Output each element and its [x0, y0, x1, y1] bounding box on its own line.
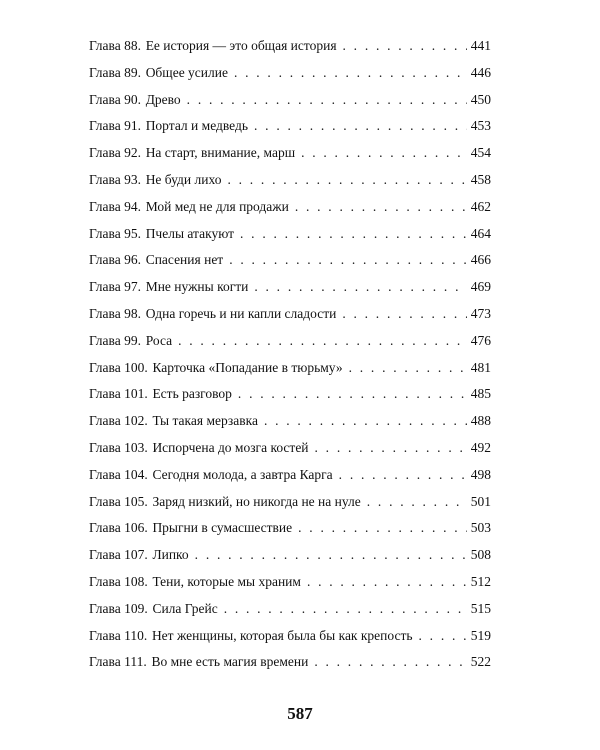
chapter-number: Глава 111. [89, 654, 147, 670]
toc-entry-label [89, 546, 189, 564]
chapter-number: Глава 92. [89, 145, 141, 161]
page-number: 462 [470, 198, 491, 214]
chapter-title: Ты такая мерзавка [152, 413, 258, 429]
dot-leader [264, 412, 467, 430]
chapter-title: Мне нужны когти [145, 279, 249, 295]
dot-leader [349, 359, 467, 377]
page-folio: 587 [287, 704, 313, 723]
page-number: 519 [470, 627, 491, 643]
toc-entry [89, 278, 491, 305]
toc-entry [89, 546, 491, 573]
toc-entry [89, 653, 491, 680]
chapter-number: Глава 105. [89, 493, 148, 509]
toc-entry [89, 144, 491, 171]
page-number: 466 [470, 252, 491, 268]
toc-entry-label [89, 278, 248, 296]
toc-entry-label [89, 466, 333, 484]
dot-leader [301, 144, 467, 162]
toc-entry-label [89, 251, 223, 269]
toc-entry-label [89, 64, 228, 82]
chapter-number: Глава 89. [89, 64, 141, 80]
dot-leader [240, 225, 467, 243]
table-of-contents [89, 37, 491, 680]
chapter-title: Общее усилие [145, 64, 228, 80]
toc-entry [89, 305, 491, 332]
toc-entry-label [89, 198, 289, 216]
toc-entry [89, 359, 491, 386]
toc-entry [89, 519, 491, 546]
dot-leader [343, 37, 467, 55]
chapter-title: Сила Грейс [152, 600, 218, 616]
dot-leader [315, 439, 467, 457]
toc-entry [89, 439, 491, 466]
toc-entry [89, 600, 491, 627]
toc-entry-label [89, 439, 309, 457]
chapter-title: Заряд низкий, но никогда не на нуле [152, 493, 361, 509]
chapter-title: Карточка «Попадание в тюрьму» [152, 359, 343, 375]
chapter-number: Глава 95. [89, 225, 141, 241]
toc-entry [89, 573, 491, 600]
dot-leader [314, 653, 467, 671]
dot-leader [307, 573, 467, 591]
page-number: 501 [470, 493, 491, 509]
chapter-title: Портал и медведь [145, 118, 249, 134]
toc-entry [89, 37, 491, 64]
page-number: 476 [470, 332, 491, 348]
toc-entry-label [89, 117, 248, 135]
toc-entry [89, 251, 491, 278]
toc-entry-label [89, 412, 258, 430]
page-number: 512 [470, 573, 491, 589]
chapter-number: Глава 96. [89, 252, 141, 268]
chapter-number: Глава 94. [89, 198, 141, 214]
chapter-title: Одна горечь и ни капли сладости [145, 305, 337, 321]
chapter-number: Глава 106. [89, 520, 148, 536]
chapter-number: Глава 104. [89, 466, 148, 482]
chapter-title: Не буди лихо [145, 171, 222, 187]
page-number: 454 [470, 145, 491, 161]
chapter-number: Глава 98. [89, 305, 141, 321]
page-number: 453 [470, 118, 491, 134]
chapter-number: Глава 88. [89, 38, 141, 53]
dot-leader [295, 198, 467, 216]
page-number: 481 [470, 359, 491, 375]
toc-entry [89, 171, 491, 198]
chapter-title: Мой мед не для продажи [145, 198, 289, 214]
dot-leader [187, 91, 467, 109]
dot-leader [178, 332, 467, 350]
page-number: 488 [470, 413, 491, 429]
toc-entry-label [89, 144, 295, 162]
chapter-title: Пчелы атакуют [145, 225, 235, 241]
page-number: 450 [470, 91, 491, 107]
page-number: 458 [470, 171, 491, 187]
toc-entry [89, 627, 491, 654]
dot-leader [224, 600, 467, 618]
chapter-number: Глава 93. [89, 171, 141, 187]
toc-entry-label [89, 332, 172, 350]
toc-entry-label [89, 171, 221, 189]
dot-leader [227, 171, 467, 189]
page-number: 473 [470, 305, 491, 321]
chapter-number: Глава 103. [89, 439, 148, 455]
chapter-title: Во мне есть магия времени [151, 654, 309, 670]
toc-entry-label [89, 305, 336, 323]
toc-entry-label [89, 627, 413, 645]
page-number: 522 [470, 654, 491, 670]
chapter-number: Глава 108. [89, 573, 148, 589]
toc-entry [89, 64, 491, 91]
page-number: 441 [470, 38, 491, 53]
toc-entry-label [89, 493, 361, 511]
chapter-number: Глава 99. [89, 332, 141, 348]
page-number: 492 [470, 439, 491, 455]
chapter-number: Глава 101. [89, 386, 148, 402]
dot-leader [419, 627, 467, 645]
chapter-number: Глава 97. [89, 279, 141, 295]
dot-leader [339, 466, 467, 484]
toc-entry [89, 466, 491, 493]
toc-entry-label [89, 91, 181, 109]
chapter-number: Глава 90. [89, 91, 141, 107]
toc-entry-label [89, 519, 292, 537]
chapter-number: Глава 102. [89, 413, 148, 429]
chapter-number: Глава 91. [89, 118, 141, 134]
page-number: 464 [470, 225, 491, 241]
toc-entry [89, 385, 491, 412]
toc-entry [89, 91, 491, 118]
chapter-title: Ее история — это общая история [145, 38, 337, 53]
toc-entry-label [89, 37, 337, 55]
chapter-number: Глава 107. [89, 547, 148, 563]
toc-entry-label [89, 600, 218, 618]
dot-leader [195, 546, 467, 564]
chapter-title: Роса [145, 332, 173, 348]
page-number: 508 [470, 547, 491, 563]
toc-entry [89, 117, 491, 144]
chapter-title: Древо [145, 91, 181, 107]
page-number: 503 [470, 520, 491, 536]
dot-leader [342, 305, 467, 323]
chapter-number: Глава 109. [89, 600, 148, 616]
page-number: 515 [470, 600, 491, 616]
dot-leader [234, 64, 467, 82]
chapter-title: Спасения нет [145, 252, 224, 268]
chapter-title: Испорчена до мозга костей [152, 439, 309, 455]
toc-entry-label [89, 225, 234, 243]
toc-entry [89, 412, 491, 439]
dot-leader [238, 385, 467, 403]
toc-entry [89, 198, 491, 225]
chapter-title: Нет женщины, которая была бы как крепость [151, 627, 413, 643]
chapter-number: Глава 100. [89, 359, 148, 375]
chapter-number: Глава 110. [89, 627, 148, 643]
chapter-title: Есть разговор [152, 386, 232, 402]
chapter-title: Тени, которые мы храним [152, 573, 301, 589]
page-number: 446 [470, 64, 491, 80]
chapter-title: Прыгни в сумасшествие [152, 520, 293, 536]
dot-leader [254, 117, 467, 135]
toc-entry-label [89, 653, 308, 671]
chapter-title: Сегодня молода, а завтра Карга [152, 466, 333, 482]
toc-entry [89, 332, 491, 359]
toc-entry [89, 493, 491, 520]
toc-entry-label [89, 385, 232, 403]
chapter-title: На старт, внимание, марш [145, 145, 296, 161]
dot-leader [254, 278, 467, 296]
page-number: 469 [470, 279, 491, 295]
dot-leader [298, 519, 467, 537]
toc-entry [89, 225, 491, 252]
toc-entry-label [89, 359, 343, 377]
chapter-title: Липко [152, 547, 189, 563]
toc-entry-label [89, 573, 301, 591]
page-number: 485 [470, 386, 491, 402]
page-number: 498 [470, 466, 491, 482]
dot-leader [367, 493, 467, 511]
dot-leader [229, 251, 467, 269]
